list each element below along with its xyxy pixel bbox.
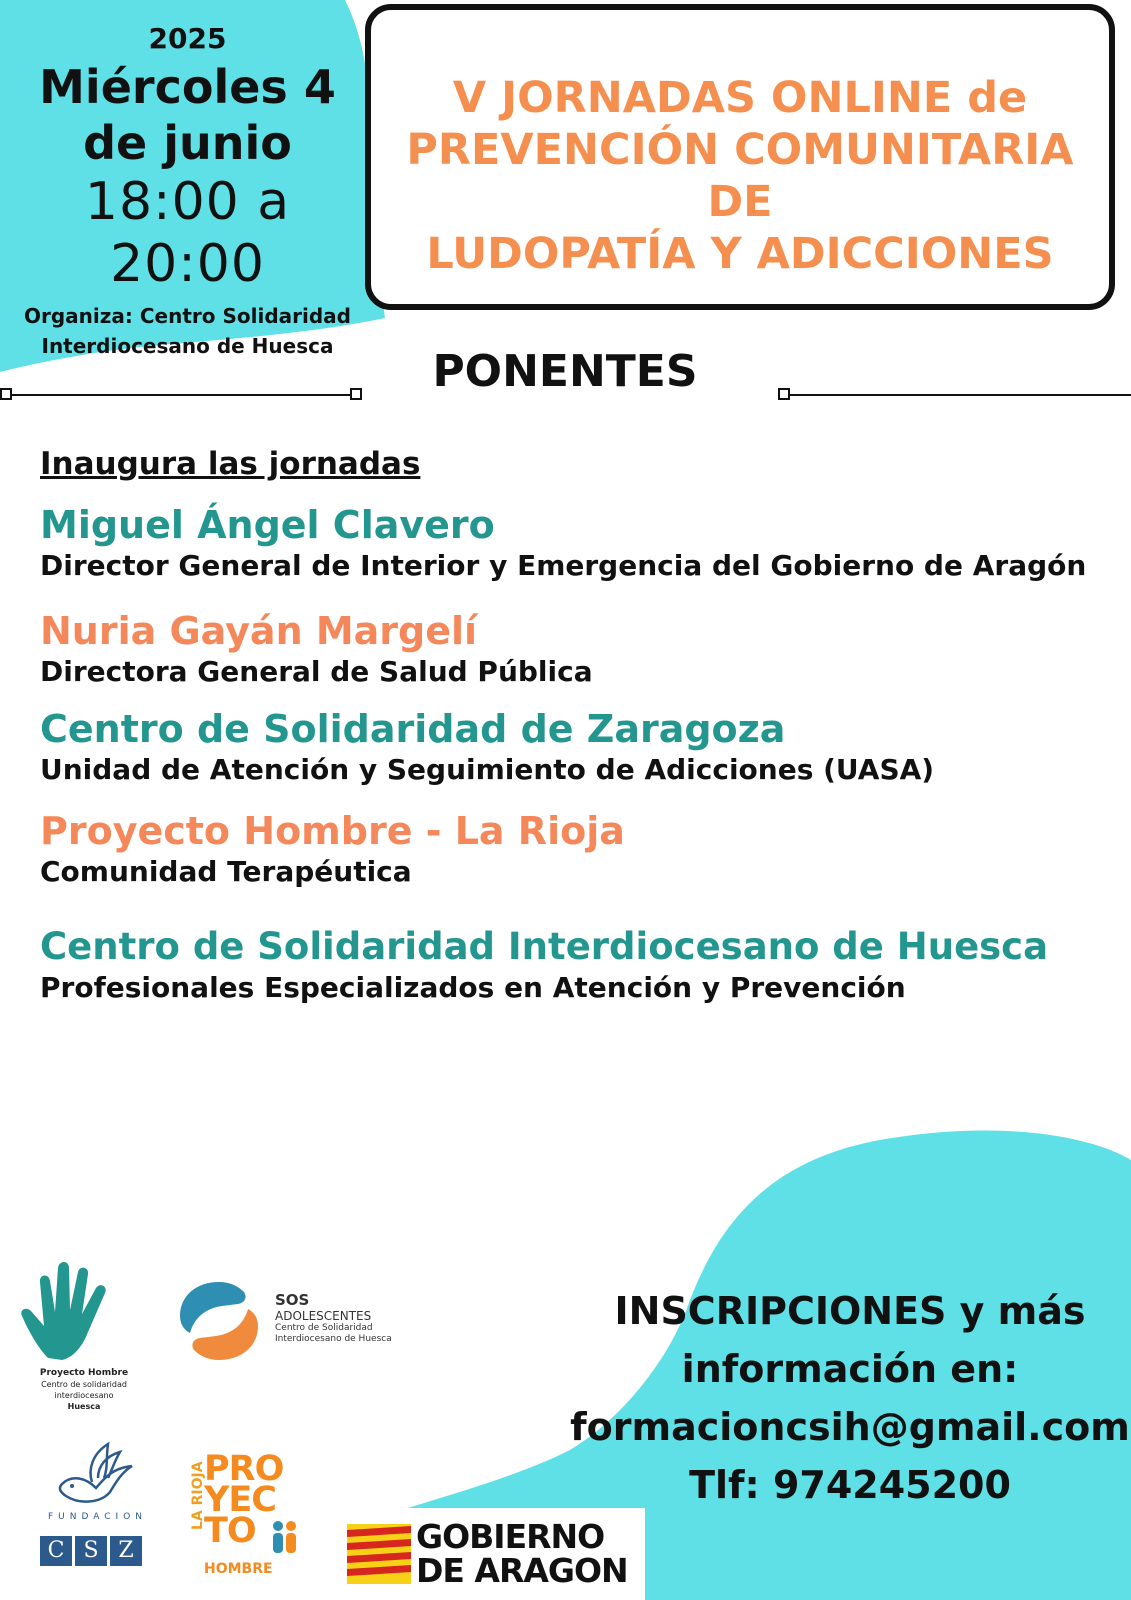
event-day-line2: de junio	[83, 116, 292, 170]
hand-icon	[18, 1260, 123, 1365]
gob-line2: DE ARAGON	[416, 1551, 628, 1590]
ph-huesca-name: Proyecto Hombre	[39, 1368, 129, 1378]
contact-block	[560, 1282, 1131, 1514]
ph-rioja-bottom: HOMBRE	[204, 1561, 273, 1577]
divider-right-cap-start	[778, 388, 790, 400]
ph-rioja-word3: TO	[204, 1511, 256, 1551]
contact-email[interactable]: formacioncsih@gmail.com	[570, 1405, 1130, 1449]
sos-line1: Centro de Solidaridad	[275, 1323, 373, 1333]
csz-letter: Z	[110, 1536, 142, 1566]
gobierno-aragon-text	[416, 1517, 628, 1590]
ph-huesca-sub: Centro de solidaridad interdiocesano	[41, 1380, 127, 1400]
proyecto-hombre-huesca-logo	[14, 1368, 154, 1412]
inaugura-label: Inaugura las jornadas	[40, 446, 421, 482]
contact-line2: información en:	[681, 1347, 1019, 1391]
speaker-role: Comunidad Terapéutica	[40, 855, 412, 888]
speaker-name: Proyecto Hombre - La Rioja	[40, 809, 625, 853]
event-title	[371, 72, 1109, 280]
speaker-name: Nuria Gayán Margelí	[40, 609, 478, 653]
speaker-entry	[40, 502, 1120, 584]
title-line3: LUDOPATÍA Y ADICCIONES	[426, 229, 1054, 279]
sos-title: SOS	[275, 1291, 310, 1309]
fundacion-label: FUNDACION	[48, 1512, 148, 1522]
speaker-entry	[40, 924, 1120, 1006]
speaker-role: Directora General de Salud Pública	[40, 655, 593, 688]
speaker-role: Profesionales Especializados en Atención y Prevención	[40, 971, 906, 1004]
csz-letter: S	[75, 1536, 107, 1566]
speaker-entry	[40, 808, 1120, 890]
people-icon	[270, 1520, 298, 1554]
contact-phone[interactable]: Tlf: 974245200	[689, 1463, 1011, 1507]
contact-line1: INSCRIPCIONES y más	[614, 1289, 1086, 1333]
speaker-role: Unidad de Atención y Seguimiento de Adicciones (UASA)	[40, 753, 935, 786]
speaker-entry	[40, 706, 1120, 788]
dove-icon	[52, 1438, 136, 1506]
aragon-flag-icon	[347, 1524, 411, 1584]
speaker-role: Director General de Interior y Emergencia del Gobierno de Aragón	[40, 549, 1087, 582]
divider-left-cap-start	[0, 388, 12, 400]
csz-letter: C	[40, 1536, 72, 1566]
title-line1: V JORNADAS ONLINE de	[452, 73, 1028, 123]
speaker-name: Centro de Solidaridad de Zaragoza	[40, 707, 786, 751]
speaker-name: Centro de Solidaridad Interdiocesano de Huesca	[40, 925, 1049, 968]
divider-left	[6, 394, 354, 396]
event-date-block	[0, 22, 375, 361]
speaker-name: Miguel Ángel Clavero	[40, 503, 495, 547]
event-day-line1: Miércoles 4	[39, 60, 336, 114]
title-box	[365, 4, 1115, 310]
sos-adolescentes-logo	[275, 1292, 392, 1345]
ph-rioja-vertical: LA RIOJA	[190, 1461, 206, 1530]
gob-line1: GOBIERNO	[416, 1517, 605, 1556]
event-time: 18:00 a 20:00	[84, 172, 291, 294]
title-line2: PREVENCIÓN COMUNITARIA DE	[406, 125, 1074, 227]
organizer-line2: Interdiocesano de Huesca	[41, 334, 334, 358]
speaker-entry	[40, 608, 1120, 690]
csz-letters	[40, 1536, 142, 1566]
section-heading: PONENTES	[432, 346, 698, 397]
ph-rioja-word1: PRO	[204, 1449, 284, 1489]
hands-s-icon	[176, 1278, 262, 1364]
sos-line2: Interdiocesano de Huesca	[275, 1334, 392, 1344]
ph-rioja-word2: YEC	[204, 1480, 276, 1520]
divider-left-cap-end	[350, 388, 362, 400]
ph-huesca-city: Huesca	[67, 1402, 101, 1411]
sos-subtitle: ADOLESCENTES	[275, 1309, 372, 1323]
organizer-line1: Organiza: Centro Solidaridad	[24, 304, 351, 328]
event-year: 2025	[148, 22, 227, 55]
divider-right	[782, 394, 1131, 396]
speakers-list	[40, 446, 1120, 1006]
